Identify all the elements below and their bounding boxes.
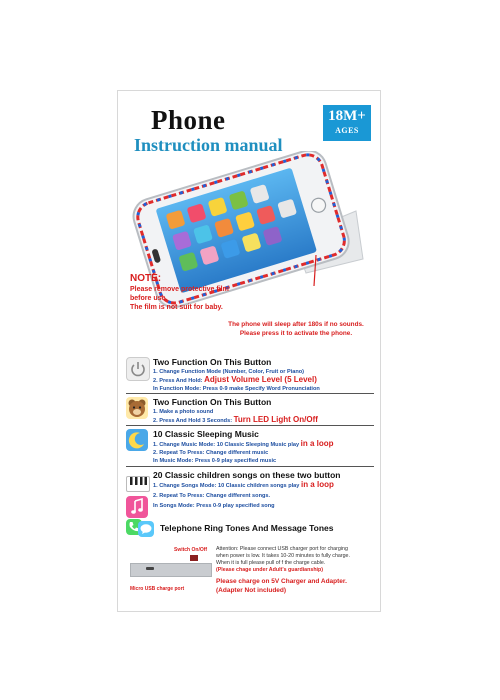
message-icon [138, 521, 154, 537]
section-line-highlight: Adjust Volume Level (5 Level) [204, 375, 317, 384]
charge-warning [216, 578, 376, 595]
divider [126, 393, 374, 394]
note-line: Please remove protective film [130, 286, 229, 293]
note-heading: NOTE: [130, 273, 162, 284]
section-line-highlight: Turn LED Light On/Off [233, 415, 318, 424]
power-icon [126, 357, 150, 381]
age-badge-label: AGES [335, 126, 359, 135]
bear-icon [126, 397, 148, 419]
attention-text [216, 546, 376, 574]
note-block [130, 273, 229, 312]
section-line: In Function Mode: Press 0-9 make Specify Word Pronunciation [153, 386, 320, 392]
sleep-note-line: Please press it to activate the phone. [239, 329, 353, 337]
usb-label: Micro USB charge port [130, 586, 185, 592]
moon-icon [126, 429, 148, 451]
phone-edge-graphic [130, 563, 212, 577]
attention-line: when power is low. It takes 10-20 minutes to fully charge. [216, 553, 350, 559]
charge-line: Please charge on 5V Charger and Adapter. [216, 578, 347, 585]
sleep-note [216, 321, 376, 338]
switch-graphic [190, 555, 198, 561]
manual-card [117, 90, 381, 612]
section-line: 1. Change Function Mode (Number, Color, Fruit or Piano) [153, 369, 305, 375]
usb-port-graphic [146, 567, 154, 570]
page-title: Phone [151, 105, 226, 135]
section-line: In Music Mode: Press 0-9 play specified music [153, 458, 277, 464]
section-heading: 10 Classic Sleeping Music [153, 429, 259, 439]
page-subtitle: Instruction manual [134, 135, 283, 155]
section-line-prefix: 2. Press And Hold: [153, 378, 205, 384]
note-line: before use. [130, 295, 168, 302]
section-line-prefix: 2. Press And Hold 3 Seconds: [153, 418, 234, 424]
note-line: The film is not suit for baby. [130, 304, 223, 311]
charge-line: (Adapter Not included) [216, 586, 287, 594]
age-badge-value: 18M+ [328, 108, 366, 124]
attention-line: Attention: Please connect USB charger port for charging [216, 546, 348, 552]
section-line: 1. Make a photo sound [153, 409, 214, 415]
section-line [153, 376, 375, 385]
section-line-prefix: 1. Change Music Mode: 10 Classic Sleeping Music play [153, 442, 301, 448]
divider [126, 425, 374, 426]
divider [126, 466, 374, 467]
music-note-icon [126, 496, 148, 518]
attention-line: When it is full please pull of f the charge cable. [216, 560, 326, 566]
switch-label: Switch On/Off [174, 547, 208, 553]
section-line-prefix: 1. Change Songs Mode: 10 Classic children songs play [153, 483, 301, 489]
section-heading: Two Function On This Button [153, 397, 272, 407]
section-line [153, 440, 375, 449]
piano-icon [126, 476, 150, 492]
section-line: 2. Repeat To Press: Change different songs. [153, 493, 271, 499]
section-line-highlight: in a loop [300, 480, 334, 489]
section-line: 2. Repeat To Press: Change different music [153, 450, 269, 456]
section-heading: 20 Classic children songs on these two button [153, 470, 341, 480]
sleep-note-line: The phone will sleep after 180s if no sounds. [228, 321, 364, 328]
section-line: In Songs Mode: Press 0-9 play specified song [153, 503, 275, 509]
section-line [153, 416, 375, 425]
attention-line: (Please chage under Adult's guardianship) [216, 567, 324, 573]
section-line-highlight: in a loop [300, 439, 334, 448]
section-heading: Two Function On This Button [153, 357, 272, 367]
section-heading: Telephone Ring Tones And Message Tones [160, 523, 334, 533]
age-badge [323, 105, 371, 141]
section-line [153, 481, 375, 490]
